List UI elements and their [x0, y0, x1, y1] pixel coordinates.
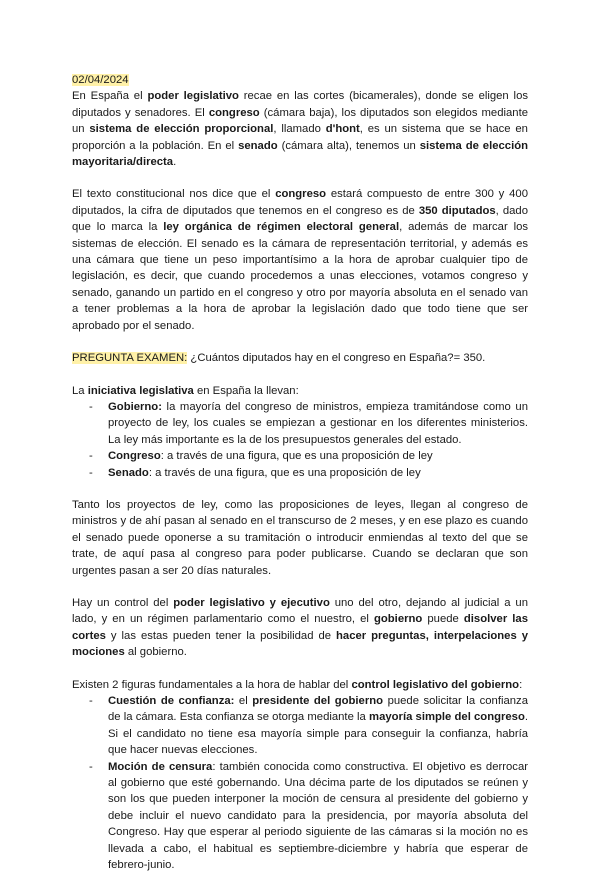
text: al gobierno. — [124, 646, 187, 659]
spacer — [72, 661, 528, 677]
bullet: - — [89, 695, 93, 707]
bold-text: ley orgánica de régimen electoral general — [163, 221, 400, 234]
text: recae en las cortes (bicamerales), donde se eligen los diputados y senadores. El — [72, 90, 528, 119]
list-item — [72, 465, 528, 481]
spacer — [72, 170, 528, 186]
text: (cámara baja), los diputados son elegidos mediante un — [72, 106, 528, 136]
bold-text: poder legislativo — [147, 90, 239, 103]
text: En España el — [72, 90, 148, 103]
text: la mayoría del congreso de ministros, empieza tramitándose como un proyecto de ley, los cuales se empiezan a gestionar en los diferentes ministerios. La ley más importante es la de los presupuestos generales del estado. — [108, 400, 528, 446]
control-figures-list — [72, 693, 528, 873]
text: , dado que lo marca la — [72, 204, 528, 234]
text: Hay un control del — [72, 596, 174, 609]
exam-question — [72, 350, 528, 366]
bold-text: Cuestión de confianza: — [108, 695, 235, 707]
list-item — [72, 759, 528, 873]
text: el — [234, 695, 253, 707]
text: El texto constitucional nos dice que el — [72, 188, 276, 201]
bold-text: congreso — [275, 188, 327, 201]
date-line — [72, 72, 528, 88]
spacer — [72, 579, 528, 595]
exam-label: PREGUNTA EXAMEN: — [72, 352, 188, 365]
bullet: - — [89, 760, 93, 773]
list-item — [72, 693, 528, 759]
paragraph-figures — [72, 677, 528, 693]
text: : a través de una figura, que es una proposición de ley — [148, 466, 421, 479]
text: : a través de una figura, que es una proposición de ley — [160, 450, 433, 463]
text: . Si el candidato no tiene esa mayoría simple para conseguir la confianza, habría que hacer nuevas elecciones. — [108, 711, 529, 757]
bold-text: hacer preguntas, interpelaciones y mociones — [72, 629, 529, 659]
spacer — [72, 367, 528, 383]
bold-text: senado — [238, 139, 278, 152]
text: (cámara alta), tenemos un — [277, 139, 420, 152]
date: 02/04/2024 — [72, 74, 129, 86]
text: estará compuesto de entre 300 y 400 diputados, la cifra de diputados que tenemos en el congreso es de — [72, 188, 528, 217]
bold-text: poder legislativo y ejecutivo — [173, 596, 330, 609]
bold-text: sistema de elección mayoritaria/directa — [72, 139, 529, 169]
text: : también conocida como constructiva. El objetivo es derrocar al gobierno que esté gobernando. Una décima parte de los diputados se reúnen y son los que pueden interponer la moción de censura al presidente del gobierno y debe incluir el nuevo candidato para la presidencia, por mayoría absoluta del Congreso. Hay que esperar al periodo siguiente de las cámaras si la moción no es llevada a cabo, el habitual es septiembre-diciembre y habría que esperar de febrero-junio. — [108, 760, 528, 872]
bullet: - — [89, 400, 93, 413]
paragraph-constitution — [72, 186, 528, 334]
bold-text: iniciativa legislativa — [87, 384, 194, 397]
bullet: - — [89, 450, 93, 463]
text: La — [72, 384, 88, 397]
text: . — [173, 156, 177, 169]
list-item — [72, 448, 528, 464]
text: uno del otro, dejando al judicial a un lado, y en un régimen parlamentario como el nuestro, el — [72, 596, 528, 626]
bold-text: Gobierno: — [108, 400, 162, 413]
text: Existen 2 figuras fundamentales a la hora de hablar del — [72, 678, 352, 691]
initiative-list — [72, 399, 528, 481]
bold-text: d'hont — [325, 123, 360, 136]
bold-text: Congreso — [108, 450, 161, 463]
text: : — [519, 678, 523, 691]
bold-text: presidente del gobierno — [252, 695, 384, 707]
text: puede — [422, 613, 464, 626]
text: , es un sistema que se hace en proporción a la población. En el — [72, 123, 528, 152]
bullet: - — [89, 466, 93, 479]
paragraph-procedure: Tanto los proyectos de ley, como las proposiciones de leyes, llegan al congreso de ministros y de ahí pasan al senado en el transcurso de 2 meses, y en ese plazo es cuando el senado puede oponerse a su tramitación o introducir enmiendas al texto del que se trate, de aquí pasa al congreso para poder publicarse. Cuando se declaran que son urgentes pasan a ser 20 días naturales. — [72, 498, 528, 577]
bold-text: 350 diputados — [418, 204, 496, 217]
text: y las estas pueden tener la posibilidad de — [105, 629, 337, 642]
paragraph-initiative — [72, 383, 528, 399]
bold-text: gobierno — [373, 613, 423, 626]
list-item — [72, 399, 528, 448]
bold-text: Moción de censura — [108, 760, 213, 773]
bold-text: disolver las cortes — [72, 613, 528, 642]
text: puede solicitar la confianza de la cámara. Esta confianza se otorga mediante la — [108, 695, 528, 724]
spacer — [72, 481, 528, 497]
text: , además de marcar los sistemas de elección. El senado es la cámara de representación territorial, y además es una cámara que tiene un peso importantísimo a la hora de aprobar cualquier tipo de legislación, es decir, que cuando procedemos a unas elecciones, votamos congreso y senado, ganando un partido en el congreso y otro por mayoría absoluta en el senado van a tener problemas a la hora de aprobar la legislación dado que todo tiene que ser aprobado por el senado. — [72, 221, 529, 332]
bold-text: congreso — [208, 106, 260, 119]
text: en España la llevan: — [193, 384, 299, 397]
bold-text: control legislativo del gobierno — [351, 678, 520, 691]
document-body — [72, 72, 528, 873]
text: , llamado — [273, 123, 326, 136]
paragraph-legislative-power — [72, 88, 528, 170]
bold-text: sistema de elección proporcional — [89, 123, 274, 136]
exam-question-text: ¿Cuántos diputados hay en el congreso en España?= 350. — [187, 352, 486, 365]
bold-text: mayoría simple del congreso — [369, 711, 525, 724]
paragraph-control — [72, 595, 528, 661]
spacer — [72, 334, 528, 350]
bold-text: Senado — [108, 466, 149, 479]
